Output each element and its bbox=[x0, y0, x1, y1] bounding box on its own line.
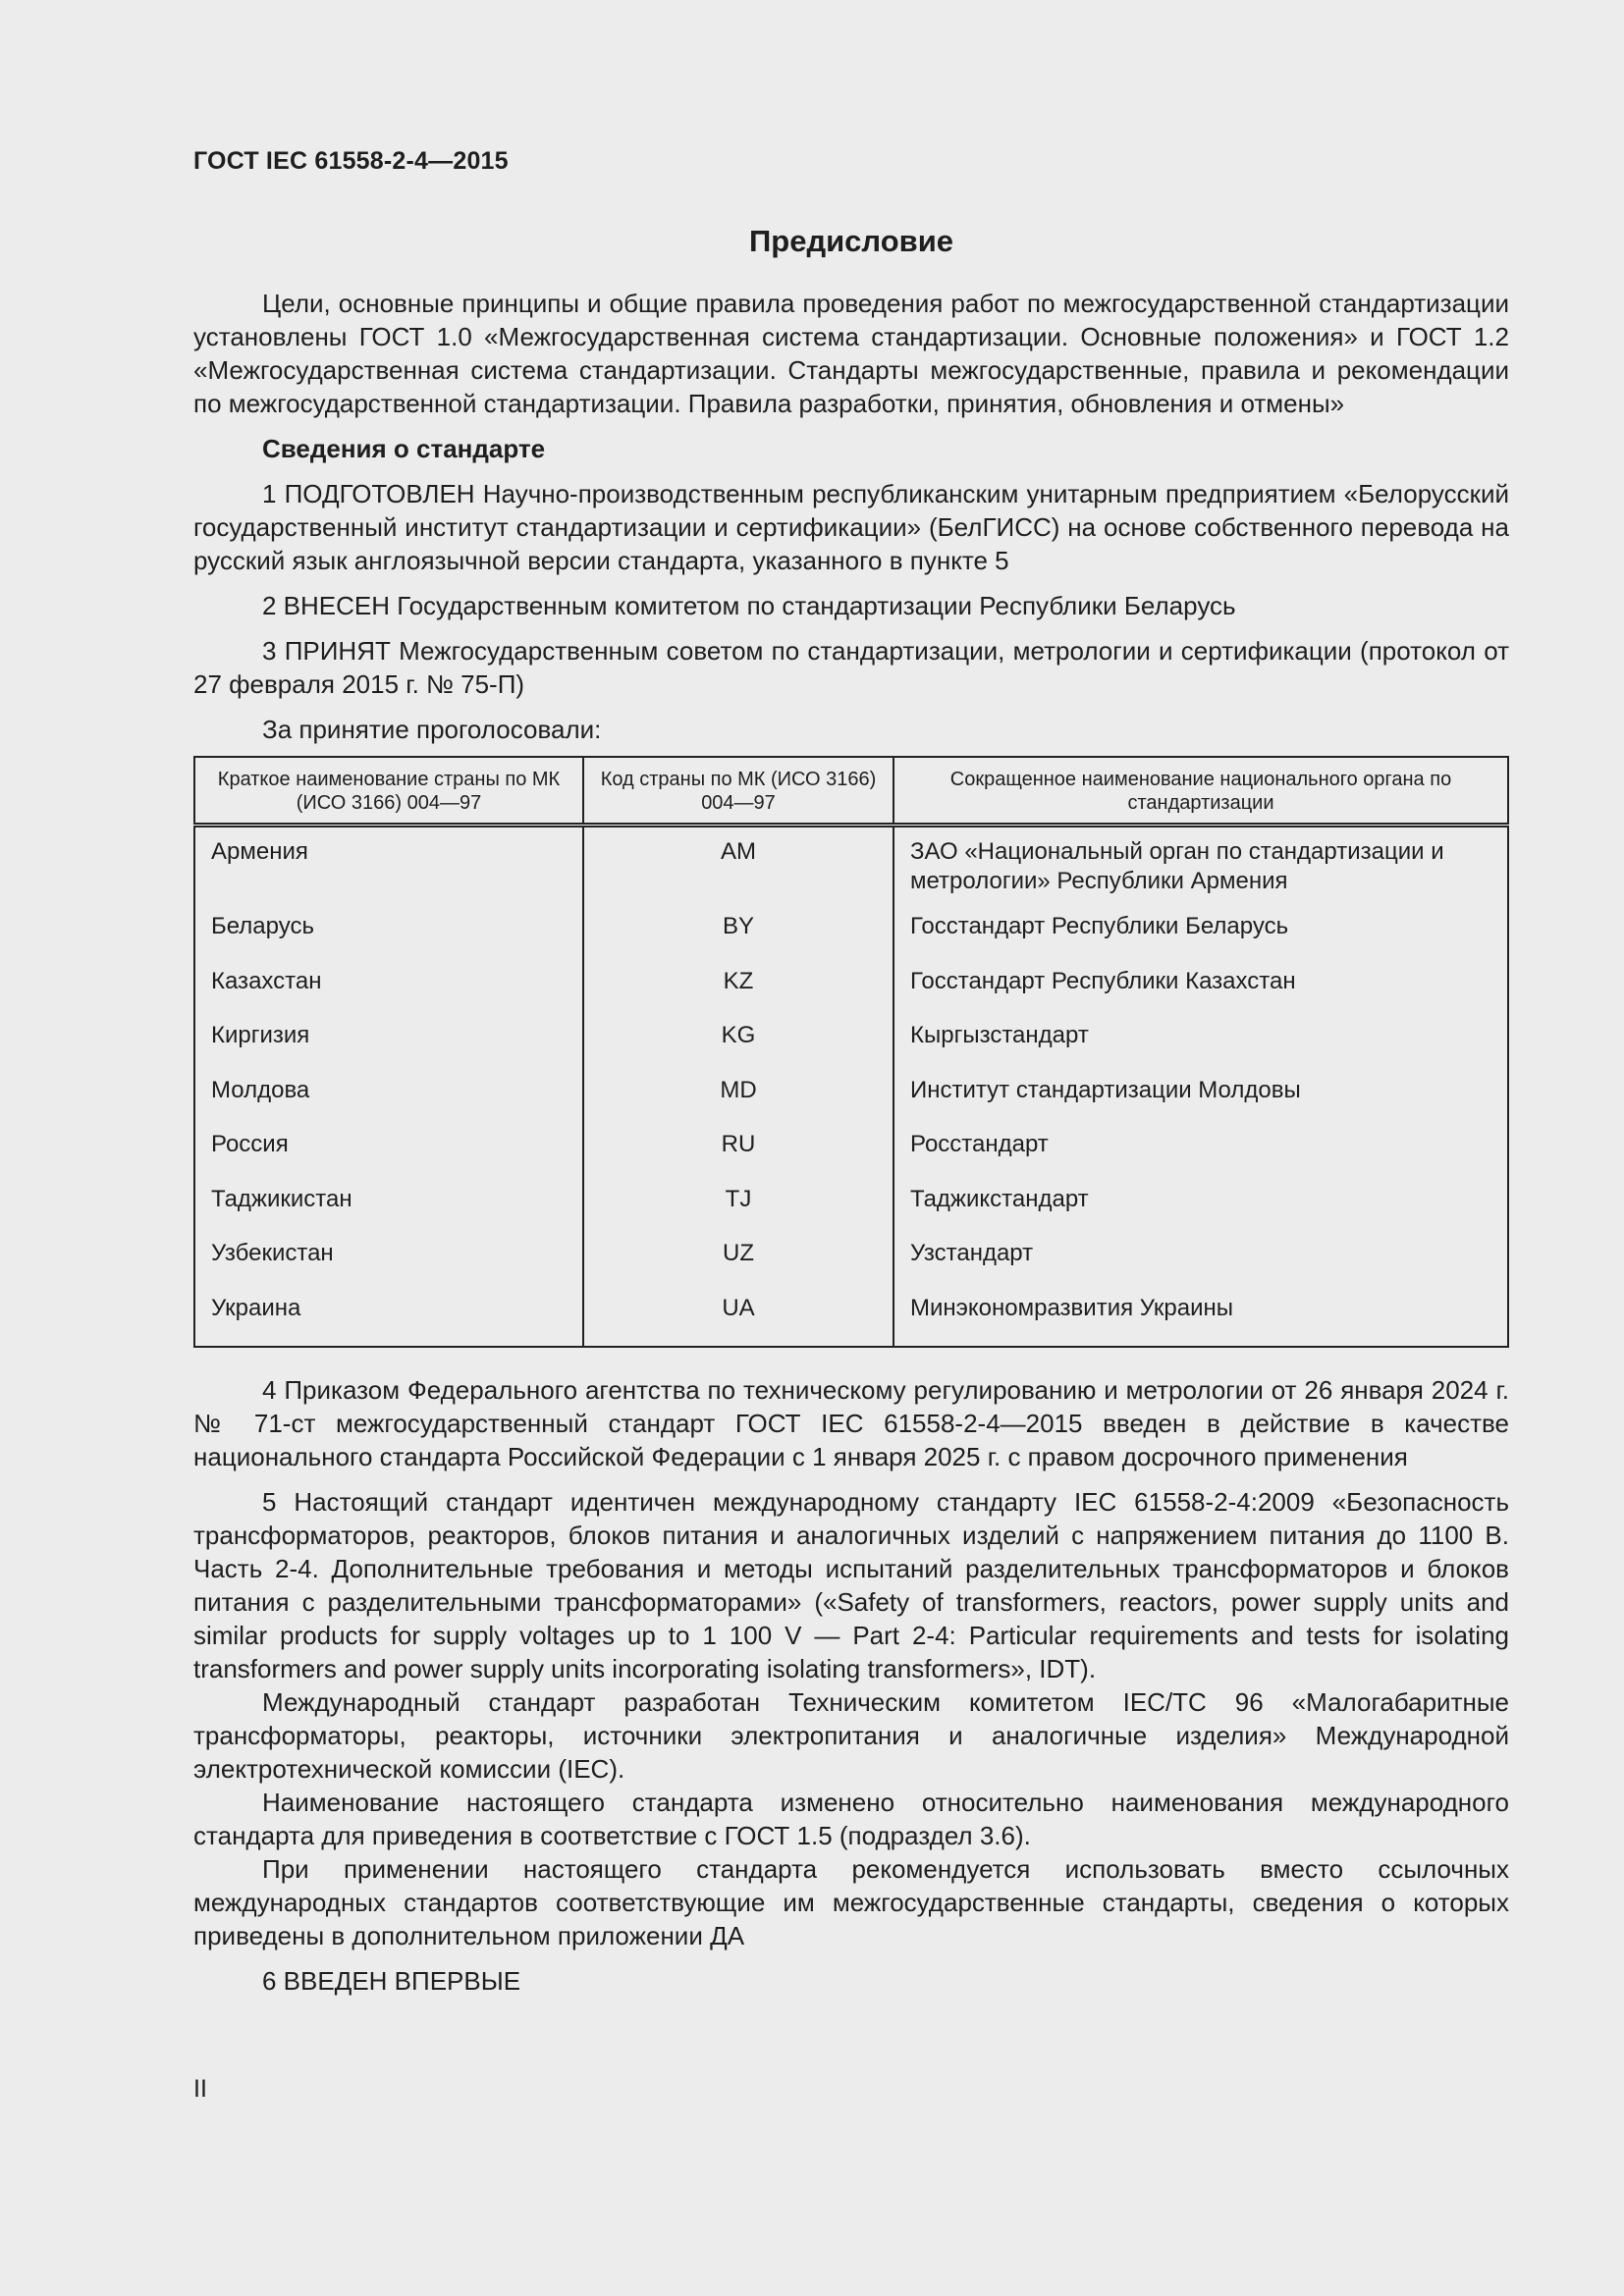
page-title: Предисловие bbox=[748, 224, 953, 258]
about-standard-heading: Сведения о стандарте bbox=[262, 434, 546, 463]
column-header-code: Код страны по МК (ИСО 3166) 004—97 bbox=[583, 757, 893, 826]
item-3-paragraph: 3 ПРИНЯТ Межгосударственным советом по стандартизации, метрологии и сертификации (протокол от 27 февраля 2015 г. № 75-П) bbox=[193, 636, 1509, 699]
country-cell: Россия bbox=[194, 1124, 583, 1179]
code-cell: MD bbox=[583, 1070, 893, 1125]
intro-paragraph: Цели, основные принципы и общие правила проведения работ по межгосударственной стандартизации установлены ГОСТ 1.0 «Межгосударственная система стандартизации. Основные положения» и ГОСТ 1.2 «Межгосударственная система стандартизации. Стандарты межгосударственные, правила и рекомендации по межгосударственной стандартизации. Правила разработки, принятия, обновления и отмены» bbox=[193, 289, 1509, 418]
table-row bbox=[194, 961, 1508, 1016]
code-cell: TJ bbox=[583, 1179, 893, 1234]
country-cell: Беларусь bbox=[194, 906, 583, 961]
country-cell: Таджикистан bbox=[194, 1179, 583, 1234]
item-1-paragraph: 1 ПОДГОТОВЛЕН Научно-производственным республиканским унитарным предприятием «Белорусский государственный институт стандартизации и сертификации» (БелГИСС) на основе собственного перевода на русский язык англоязычной версии стандарта, указанного в пункте 5 bbox=[193, 479, 1509, 575]
item-5-paragraph: 5 Настоящий стандарт идентичен международному стандарту IEC 61558-2-4:2009 «Безопасность трансформаторов, реакторов, блоков питания и аналогичных изделий с напряжением питания до 1100 В. Часть 2-4. Дополнительные требования и методы испытаний разделительных трансформаторов и блоков питания с разделительными трансформаторами» («Safety of transformers, reactors, power supply units and similar products for supply voltages up to 1 100 V — Part 2-4: Particular requirements and tests for isolating transformers and power supply units incorporating isolating transformers», IDT). bbox=[193, 1487, 1509, 1683]
code-cell: KG bbox=[583, 1015, 893, 1070]
table-row bbox=[194, 1288, 1508, 1348]
country-cell: Узбекистан bbox=[194, 1233, 583, 1288]
body-cell: Минэкономразвития Украины bbox=[910, 1294, 1234, 1321]
code-cell: BY bbox=[583, 906, 893, 961]
table-row bbox=[194, 1179, 1508, 1234]
country-cell: Молдова bbox=[194, 1070, 583, 1125]
code-cell: UZ bbox=[583, 1233, 893, 1288]
body-cell: ЗАО «Национальный орган по стандартизации и метрологии» Республики Армения bbox=[910, 838, 1444, 894]
item-5-tc-paragraph: Международный стандарт разработан Техническим комитетом IEC/TC 96 «Малогабаритные трансформаторы, реакторы, источники электропитания и аналогичные изделия» Международной электротехнической комиссии (IEC). bbox=[193, 1687, 1509, 1784]
voting-countries-table bbox=[193, 756, 1509, 1348]
body-cell: Кыргызстандарт bbox=[910, 1022, 1089, 1048]
code-cell: AM bbox=[583, 826, 893, 907]
table-row bbox=[194, 1233, 1508, 1288]
standard-code-header: ГОСТ IEC 61558-2-4—2015 bbox=[193, 147, 509, 175]
table-row bbox=[194, 906, 1508, 961]
item-2-paragraph: 2 ВНЕСЕН Государственным комитетом по стандартизации Республики Беларусь bbox=[262, 591, 1236, 620]
body-cell: Узстандарт bbox=[910, 1240, 1034, 1266]
item-5-references-paragraph: При применении настоящего стандарта рекомендуется использовать вместо ссылочных международных стандартов соответствующие им межгосударственные стандарты, сведения о которых приведены в дополнительном приложении ДА bbox=[193, 1854, 1509, 1950]
country-cell: Казахстан bbox=[194, 961, 583, 1016]
table-row bbox=[194, 1015, 1508, 1070]
country-cell: Украина bbox=[194, 1288, 583, 1348]
table-row bbox=[194, 826, 1508, 907]
item-5-name-paragraph: Наименование настоящего стандарта изменено относительно наименования международного стандарта для приведения в соответствие с ГОСТ 1.5 (подраздел 3.6). bbox=[193, 1788, 1509, 1850]
code-cell: RU bbox=[583, 1124, 893, 1179]
table-header-row bbox=[194, 757, 1508, 826]
page-body bbox=[193, 287, 1509, 1998]
code-cell: UA bbox=[583, 1288, 893, 1348]
table-row bbox=[194, 1124, 1508, 1179]
column-header-body: Сокращенное наименование национального органа по стандартизации bbox=[893, 757, 1508, 826]
body-cell: Росстандарт bbox=[910, 1131, 1049, 1157]
column-header-country: Краткое наименование страны по МК (ИСО 3166) 004—97 bbox=[194, 757, 583, 826]
item-4-paragraph: 4 Приказом Федерального агентства по техническому регулированию и метрологии от 26 января 2024 г. № 71-ст межгосударственный стандарт ГОСТ IEC 61558-2-4—2015 введен в действие в качестве национального стандарта Российской Федерации с 1 января 2025 г. с правом досрочного применения bbox=[193, 1375, 1509, 1471]
body-cell: Госстандарт Республики Казахстан bbox=[910, 967, 1296, 994]
code-cell: KZ bbox=[583, 961, 893, 1016]
country-cell: Армения bbox=[194, 826, 583, 907]
body-cell: Таджикстандарт bbox=[910, 1185, 1089, 1212]
item-6-paragraph: 6 ВВЕДЕН ВПЕРВЫЕ bbox=[262, 1966, 521, 1996]
page-number: II bbox=[193, 2075, 207, 2103]
body-cell: Институт стандартизации Молдовы bbox=[910, 1076, 1301, 1103]
country-cell: Киргизия bbox=[194, 1015, 583, 1070]
body-cell: Госстандарт Республики Беларусь bbox=[910, 913, 1289, 939]
table-row bbox=[194, 1070, 1508, 1125]
voted-label: За принятие проголосовали: bbox=[262, 715, 602, 744]
